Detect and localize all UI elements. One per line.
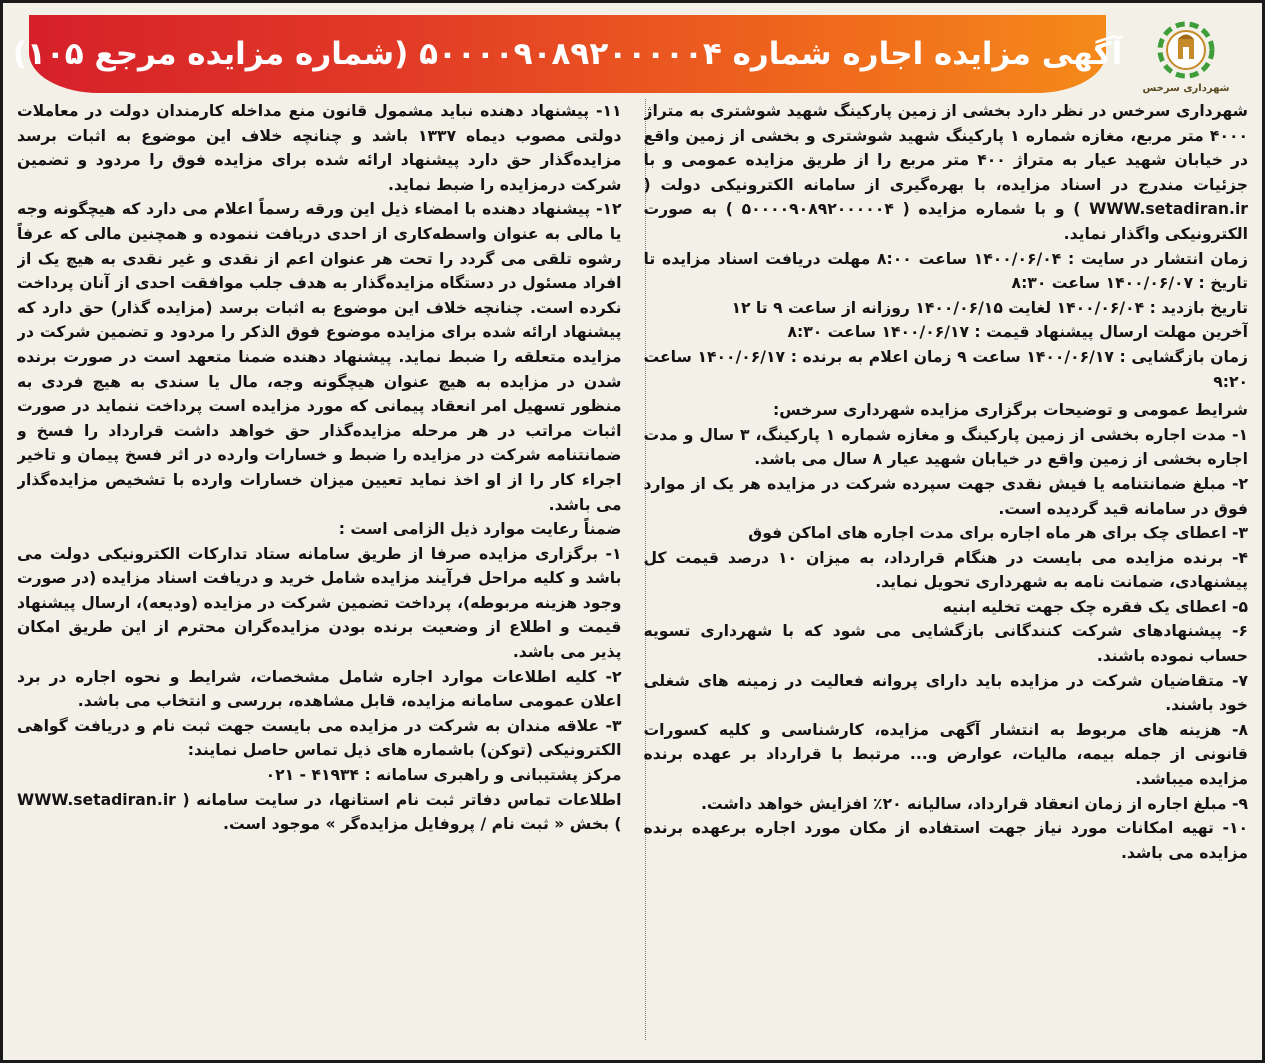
condition-item: ۹- مبلغ اجاره از زمان انعقاد قرارداد، سالیانه ۲۰٪ افزایش خواهد داشت.	[700, 794, 1248, 813]
condition-item: ۸- هزینه های مربوط به انتشار آگهی مزایده، کارشناسی و کلیه کسورات قانونی از جمله بیمه، مالیات، عوارض و... مرتبط با قرارداد بر عهده برنده مزایده میباشد.	[643, 720, 1248, 789]
offices-contact: اطلاعات تماس دفاتر ثبت نام استانها، در سایت سامانه ( WWW.setadiran.ir ) بخش « ثبت نام / پروفایل مزایده‌گر » موجود است.	[17, 790, 622, 834]
condition-item: ۴- برنده مزایده می بایست در هنگام قرارداد، به میزان ۱۰ درصد قیمت کل پیشنهادی، ضمانت نامه به شهرداری تحویل نماید.	[643, 548, 1248, 592]
title-banner	[12, 15, 1123, 93]
condition-item: ۷- متقاضیان شرکت در مزایده باید دارای پروانه فعالیت در زمینه های شغلی خود باشند.	[643, 671, 1248, 715]
note-item: ۲- کلیه اطلاعات موارد اجاره شامل مشخصات، شرایط و نحوه اجاره در برد اعلان عمومی سامانه مزایده، قابل مشاهده، بررسی و انتخاب می باشد.	[17, 667, 622, 711]
condition-item: ۱۰- تهیه امکانات مورد نیاز جهت استفاده از مکان مورد اجاره برعهده برنده مزایده می باشد.	[643, 819, 1248, 862]
note-item: ۱- برگزاری مزایده صرفا از طریق سامانه ستاد تدارکات الکترونیکی دولت می باشد و کلیه مراحل فرآیند مزایده شامل خرید و دریافت اسناد مزایده (در صورت وجود هزینه مربوطه)، پرداخت تضمین شرکت در مزایده (ودیعه)، ارسال پیشنهاد قیمت و اطلاع از وضعیت برنده بودن مزایده‌گران محترم از این طریق امکان پذیر می باشد.	[17, 544, 622, 662]
notice-header	[9, 9, 1256, 101]
condition-item: ۲- مبلغ ضمانتنامه یا فیش نقدی جهت سپرده شرکت در مزایده هر یک از موارد فوق در سامانه قید گردیده است.	[643, 474, 1248, 518]
schedule-opening: زمان بازگشایی : ۱۴۰۰/۰۶/۱۷ ساعت ۹ زمان اعلام به برنده : ۱۴۰۰/۰۶/۱۷ ساعت ۹:۲۰	[643, 347, 1248, 391]
notes-title: ضمناً رعایت موارد ذیل الزامی است :	[338, 520, 622, 539]
left-column	[17, 99, 622, 1052]
municipality-logo	[1120, 13, 1252, 99]
condition-item: ۳- اعطای چک برای هر ماه اجاره برای مدت اجاره های اماکن فوق	[748, 524, 1248, 543]
intro-paragraph: شهرداری سرخس در نظر دارد بخشی از زمین پارکینگ شهید شوشتری به متراژ ۴۰۰۰ متر مربع، مغازه شماره ۱ پارکینگ شهید شوشتری و بخشی از زمین واقع در خیابان شهید عیار به متراژ ۴۰۰ متر مربع را از طریق مزایده عمومی و با جزئیات مندرج در اسناد مزایده، با بهره‌گیری از سامانه الکترونیکی دولت ( WWW.setadiran.ir ) و با شماره مزایده ( ۵۰۰۰۰۹۰۸۹۲۰۰۰۰۰۴ ) به صورت الکترونیکی واگذار نماید.	[643, 102, 1248, 243]
condition-item: ۶- پیشنهادهای شرکت کنندگانی بازگشایی می شود که با شهرداری تسویه حساب نموده باشند.	[643, 622, 1248, 666]
schedule-deadline: آخرین مهلت ارسال پیشنهاد قیمت : ۱۴۰۰/۰۶/۱۷ ساعت ۸:۳۰	[787, 323, 1248, 342]
condition-item: ۵- اعطای یک فقره چک جهت تخلیه ابنیه	[942, 597, 1248, 616]
schedule-publish: زمان انتشار در سایت : ۱۴۰۰/۰۶/۰۴ ساعت ۸:۰۰ مهلت دریافت اسناد مزایده تا تاریخ : ۱۴۰۰/۰۶/۰۷ ساعت ۸:۳۰	[643, 249, 1248, 293]
notice-body	[17, 99, 1248, 1052]
logo-caption: شهرداری سرخس	[1142, 82, 1230, 94]
right-column	[644, 99, 1249, 1052]
notice-title: آگهی مزایده اجاره شماره ۵۰۰۰۰۹۰۸۹۲۰۰۰۰۰۴ (شماره مزایده مرجع ۱۰۵)	[12, 36, 1123, 72]
conditions-title: شرایط عمومی و توضیحات برگزاری مزایده شهرداری سرخس:	[773, 401, 1248, 420]
note-item: ۳- علاقه مندان به شرکت در مزایده می بایست جهت ثبت نام و دریافت گواهی الکترونیکی (توکن) باشماره های ذیل تماس حاصل نمایند:	[17, 716, 622, 760]
item-12: ۱۲- پیشنهاد دهنده با امضاء ذیل این ورقه رسماً اعلام می دارد که هیچگونه وجه یا مالی به عنوان واسطه‌کاری از احدی دریافت ننموده و همچنین مالی که عرفاً رشوه تلقی می گردد را تحت هر عنوان اعم از نقدی و غیر نقدی به هیچ یک از افراد مسئول در دستگاه مزایده‌گذار به هدف جلب موافقت احدی از آنان پرداخت نکرده است. چنانچه خلاف این موضوع به اثبات برسد (مزایده گذار) حق دارد که پیشنهاد ارائه شده برای مزایده موضوع فوق الذکر را مردود و تضمین شرکت در مزایده متعلقه را ضبط نماید. پیشنهاد دهنده ضمنا متعهد است در صورت برنده شدن در مزایده به هیچ عنوان هیچگونه وجه، مال یا سندی به هیچ فردی به منظور تسهیل امر انعقاد پیمانی که مورد مزایده است پرداخت ننماید در صورت اثبات مراتب در هر مرحله مزایده‌گذار حق خواهد داشت قرارداد را فسخ و ضمانتنامه شرکت در مزایده را ضبط و خسارات وارده در اثر فسخ پیمان و تاخیر اجراء کار را از او اخذ نماید تعیین میزان خسارات وارده با تشخیص مزایده‌گذار می باشد.	[17, 200, 622, 514]
schedule-visit: تاریخ بازدید : ۱۴۰۰/۰۶/۰۴ لغایت ۱۴۰۰/۰۶/۱۵ روزانه از ساعت ۹ تا ۱۲	[731, 298, 1248, 317]
item-11: ۱۱- پیشنهاد دهنده نباید مشمول قانون منع مداخله کارمندان دولت در معاملات دولتی مصوب دیماه ۱۳۳۷ باشد و چنانچه خلاف این موضوع به اثبات برسد مزایده‌گذار حق دارد پیشنهاد ارائه شده برای مزایده فوق را مردود و تضمین شرکت درمزایده را ضبط نماید.	[17, 102, 622, 194]
municipality-emblem-icon	[1151, 19, 1221, 81]
condition-item: ۱- مدت اجاره بخشی از زمین پارکینگ و مغازه شماره ۱ پارکینگ، ۳ سال و مدت اجاره بخشی از زمین واقع در خیابان شهید عیار ۸ سال می باشد.	[643, 425, 1248, 469]
support-contact: مرکز پشتیبانی و راهبری سامانه : ۴۱۹۳۴ - ۰۲۱	[265, 766, 622, 785]
